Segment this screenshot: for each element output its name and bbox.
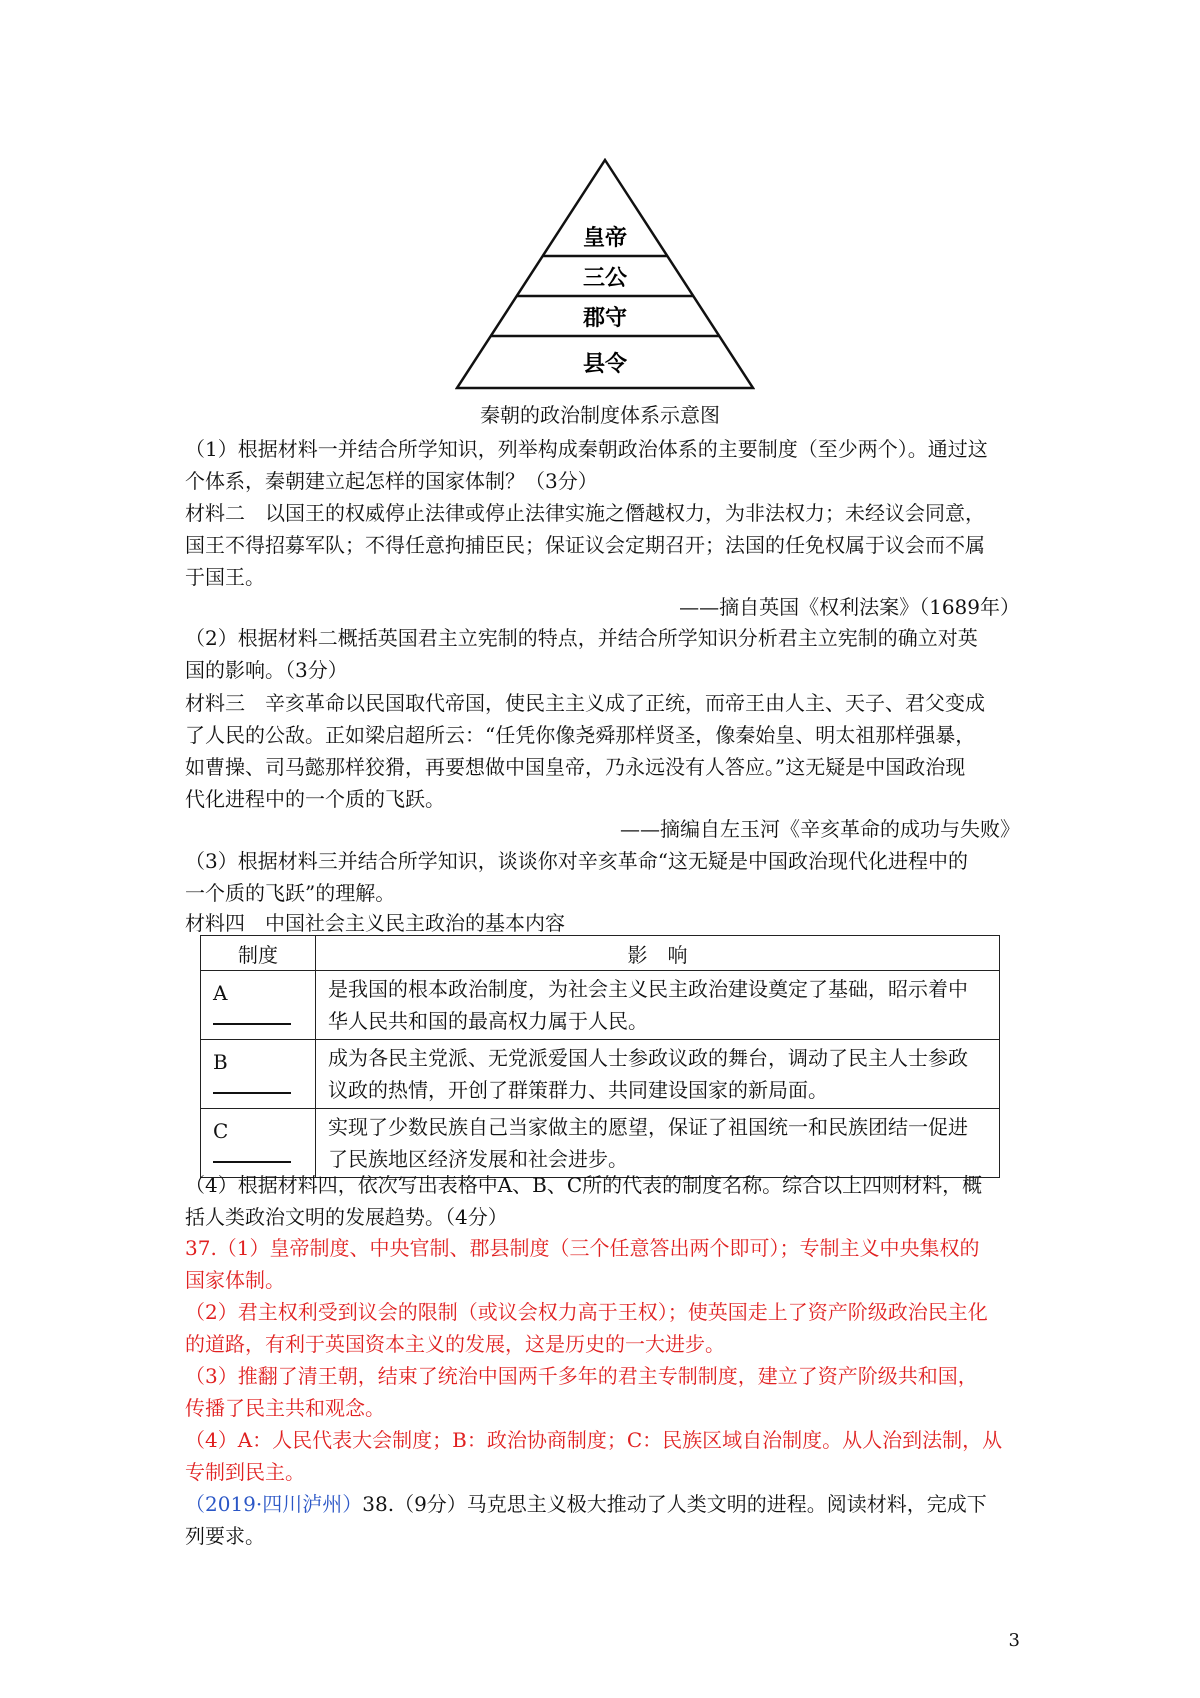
answer-1-line-2: 国家体制。: [185, 1268, 285, 1292]
pyramid-level-county: 县令: [582, 351, 628, 377]
question-38-line-1: [185, 1489, 987, 1519]
table-row: [201, 971, 1000, 1040]
question-38-text: 38.（9分）马克思主义极大推动了人类文明的进程。阅读材料，完成下: [362, 1492, 987, 1516]
material-3-source: ——摘编自左玉河《辛亥革命的成功与失败》: [620, 817, 1020, 841]
table-row-label: [201, 1040, 316, 1109]
table-header-row: [201, 936, 1000, 971]
row-letter: C: [213, 1118, 229, 1143]
page-number: 3: [1008, 1630, 1020, 1651]
material-2-line-2: 国王不得招募军队；不得任意拘捕臣民；保证议会定期召开；法国的任免权属于议会而不属: [185, 533, 985, 557]
table-row-label: [201, 1109, 316, 1178]
table-row: [201, 1109, 1000, 1178]
question-3-line-2: 一个质的飞跃”的理解。: [185, 881, 396, 905]
question-38-source-tag: （2019·四川泸州）: [185, 1492, 363, 1516]
answer-blank: [213, 1074, 291, 1094]
material-4-table: [200, 935, 1000, 1178]
table-row: [201, 1040, 1000, 1109]
question-1-line-1: （1）根据材料一并结合所学知识，列举构成秦朝政治体系的主要制度（至少两个）。通过这: [185, 437, 988, 461]
question-38-line-2: 列要求。: [185, 1524, 265, 1548]
pyramid-level-commandery: 郡守: [582, 305, 628, 331]
answer-3-line-1: （3）推翻了清王朝，结束了统治中国两千多年的君主专制制度，建立了资产阶级共和国，: [185, 1364, 978, 1388]
answer-blank: [213, 1143, 291, 1163]
material-3-line-2: 了人民的公敌。正如梁启超所云：“任凭你像尧舜那样贤圣，像秦始皇、明太祖那样强暴，: [185, 723, 976, 747]
material-2-line-3: 于国王。: [185, 565, 265, 589]
question-2-line-2: 国的影响。（3分）: [185, 658, 348, 682]
row-letter: A: [213, 980, 228, 1005]
pyramid-caption: 秦朝的政治制度体系示意图: [480, 403, 720, 427]
question-3-line-1: （3）根据材料三并结合所学知识，谈谈你对辛亥革命“这无疑是中国政治现代化进程中的: [185, 849, 968, 873]
table-row-effect: 成为各民主党派、无党派爱国人士参政议政的舞台，调动了民主人士参政议政的热情，开创了群策群力、共同建设国家的新局面。: [316, 1040, 1000, 1109]
material-2-source: ——摘自英国《权利法案》（1689年）: [679, 595, 1020, 619]
answer-4-line-2: 专制到民主。: [185, 1460, 305, 1484]
pyramid-level-three-ducal: 三公: [582, 265, 628, 291]
answer-1-line-1: 37.（1）皇帝制度、中央官制、郡县制度（三个任意答出两个即可）；专制主义中央集权的: [185, 1236, 980, 1260]
table-row-effect: 实现了少数民族自己当家做主的愿望，保证了祖国统一和民族团结一促进了民族地区经济发展和社会进步。: [316, 1109, 1000, 1178]
material-4-title: 材料四 中国社会主义民主政治的基本内容: [185, 911, 565, 935]
question-1-line-2: 个体系，秦朝建立起怎样的国家体制？（3分）: [185, 469, 598, 493]
answer-3-line-2: 传播了民主共和观念。: [185, 1396, 385, 1420]
table-row-effect: 是我国的根本政治制度，为社会主义民主政治建设奠定了基础，昭示着中华人民共和国的最高权力属于人民。: [316, 971, 1000, 1040]
question-4-line-2: 括人类政治文明的发展趋势。（4分）: [185, 1205, 508, 1229]
material-3-line-3: 如曹操、司马懿那样狡猾，再要想做中国皇帝，乃永远没有人答应。”这无疑是中国政治现: [185, 755, 966, 779]
row-letter: B: [213, 1049, 228, 1074]
material-2-line-1: 材料二 以国王的权威停止法律或停止法律实施之僭越权力，为非法权力；未经议会同意，: [185, 501, 985, 525]
table-header-effect: 影 响: [316, 936, 1000, 971]
table-header-system: 制度: [201, 936, 316, 971]
answer-2-line-2: 的道路，有利于英国资本主义的发展，这是历史的一大进步。: [185, 1332, 725, 1356]
table-row-label: [201, 971, 316, 1040]
material-3-line-1: 材料三 辛亥革命以民国取代帝国，使民主主义成了正统，而帝王由人主、天子、君父变成: [185, 691, 985, 715]
pyramid-level-emperor: 皇帝: [582, 225, 628, 251]
material-3-line-4: 代化进程中的一个质的飞跃。: [185, 787, 445, 811]
qin-political-system-pyramid: [455, 158, 755, 390]
question-4-line-1: （4）根据材料四，依次写出表格中A、B、C所的代表的制度名称。综合以上四则材料，概: [185, 1173, 983, 1197]
answer-2-line-1: （2）君主权利受到议会的限制（或议会权力高于王权）；使英国走上了资产阶级政治民主化: [185, 1300, 988, 1324]
answer-4-line-1: （4）A：人民代表大会制度；B：政治协商制度；C：民族区域自治制度。从人治到法制，从: [185, 1428, 1003, 1452]
question-2-line-1: （2）根据材料二概括英国君主立宪制的特点，并结合所学知识分析君主立宪制的确立对英: [185, 626, 978, 650]
answer-blank: [213, 1005, 291, 1025]
